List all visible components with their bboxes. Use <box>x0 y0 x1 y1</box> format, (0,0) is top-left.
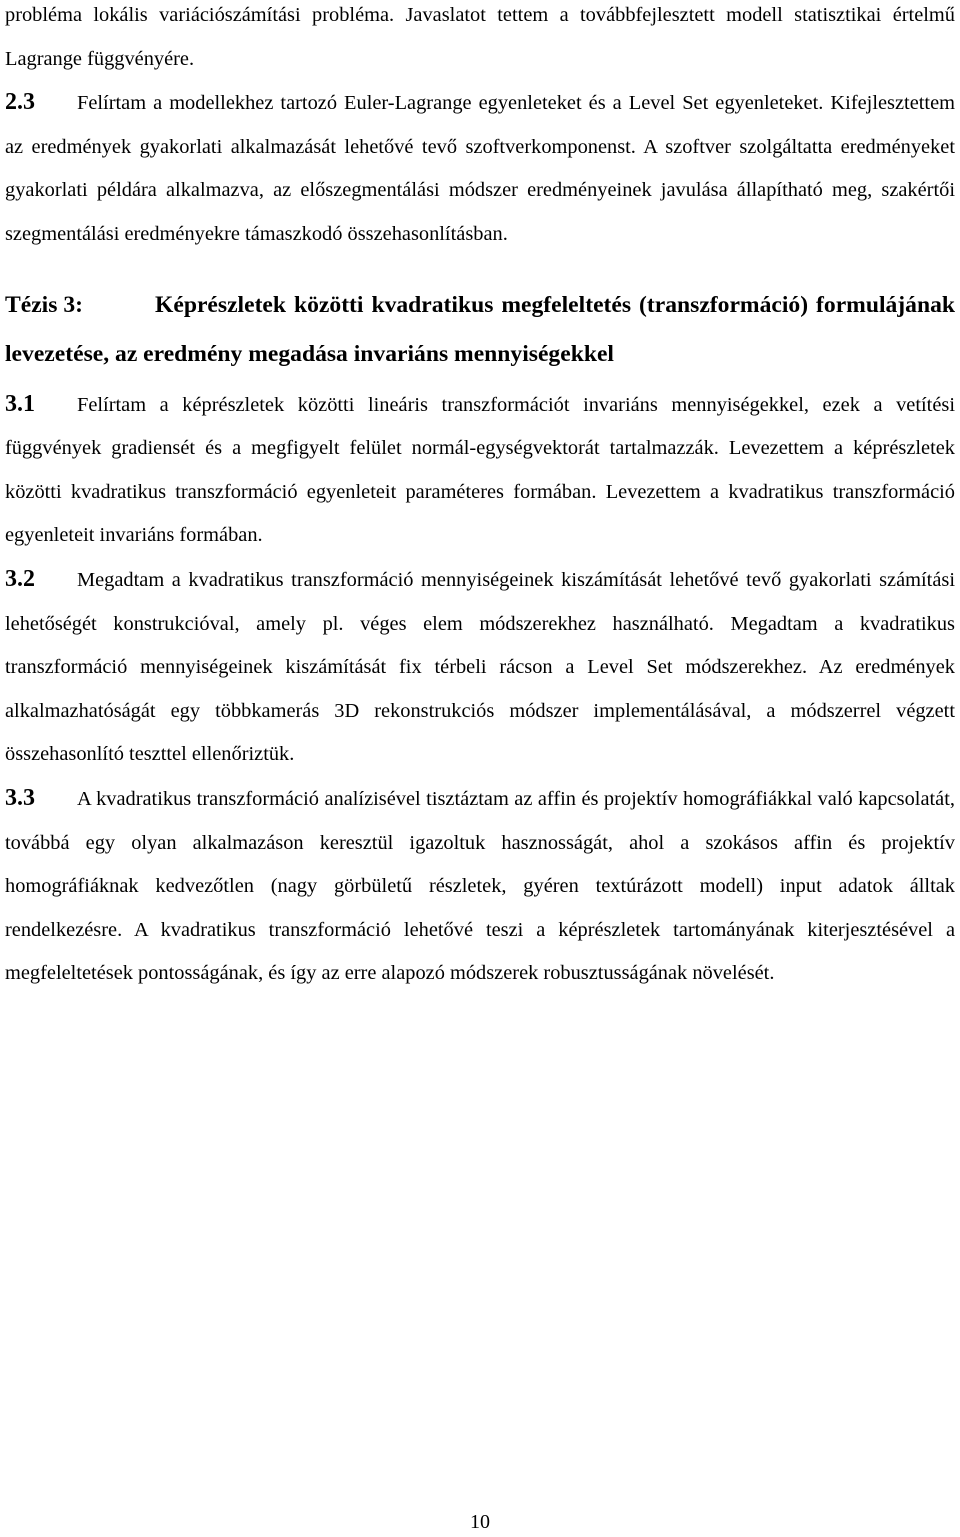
item-3-1-paragraph <box>5 383 955 558</box>
item-3-2-paragraph <box>5 558 955 777</box>
page-number: 10 <box>470 1511 490 1533</box>
item-number: 2.3 <box>5 89 35 116</box>
item-number: 3.2 <box>5 565 35 592</box>
item-text: Felírtam a modellekhez tartozó Euler-Lagrange egyenleteket és a Level Set egyenleteket. Kifejlesztettem az eredmények gyakorlati alkalmazását lehetővé tevő szoftverkomponenst. A szoftver szolgáltatta eredményeket gyakorlati példára alkalmazva, az előszegmentálási módszer eredményeinek javulása állapítható meg, szakértői szegmentálási eredményekre támaszkodó összehasonlításban. <box>5 92 955 245</box>
document-page <box>5 0 955 996</box>
thesis-label: Tézis 3: <box>5 291 83 318</box>
item-text: Megadtam a kvadratikus transzformáció mennyiségeinek kiszámítását lehetővé tevő gyakorlati számítási lehetőségét konstrukcióval, amely pl. véges elem módszerekhez használható. Megadtam a kvadratikus transzformáció mennyiségeinek kiszámítását fix térbeli rácson a Level Set módszerekhez. Az eredmények alkalmazhatóságát egy többkamerás 3D rekonstrukciós módszer implementálásával, a módszerrel végzett összehasonlító teszttel ellenőriztük. <box>5 568 955 766</box>
thesis-title: Képrészletek közötti kvadratikus megfeleltetés (transzformáció) formulájának levezetése, az eredmény megadása invariáns mennyiségekkel <box>5 291 955 367</box>
thesis-3-heading <box>5 281 955 379</box>
item-text: Felírtam a képrészletek közötti lineáris transzformációt invariáns mennyiségekkel, ezek a vetítési függvények gradiensét és a megfigyelt felület normál-egységvektorát tartalmazzák. Levezettem a képrészletek közötti kvadratikus transzformáció egyenleteit paraméteres formában. Levezettem a kvadratikus transzformáció egyenleteit invariáns formában. <box>5 393 955 547</box>
item-2-3-paragraph <box>5 81 955 256</box>
item-3-3-paragraph <box>5 777 955 996</box>
item-number: 3.3 <box>5 784 35 811</box>
item-number: 3.1 <box>5 390 35 417</box>
intro-continuation-paragraph: probléma lokális variációszámítási probléma. Javaslatot tettem a továbbfejlesztett modell statisztikai értelmű Lagrange függvényére. <box>5 4 955 70</box>
item-text: A kvadratikus transzformáció analízisével tisztáztam az affin és projektív homográfiákkal való kapcsolatát, továbbá egy olyan alkalmazáson keresztül igazoltuk hasznosságát, ahol a szokásos affin és projektív homográfiáknak kedvezőtlen (nagy görbületű részletek, gyéren textúrázott modell) input adatok álltak rendelkezésre. A kvadratikus transzformáció lehetővé teszi a képrészletek tartományának kiterjesztésével a megfeleltetések pontosságának, és így az erre alapozó módszerek robusztusságának növelését. <box>5 787 955 985</box>
